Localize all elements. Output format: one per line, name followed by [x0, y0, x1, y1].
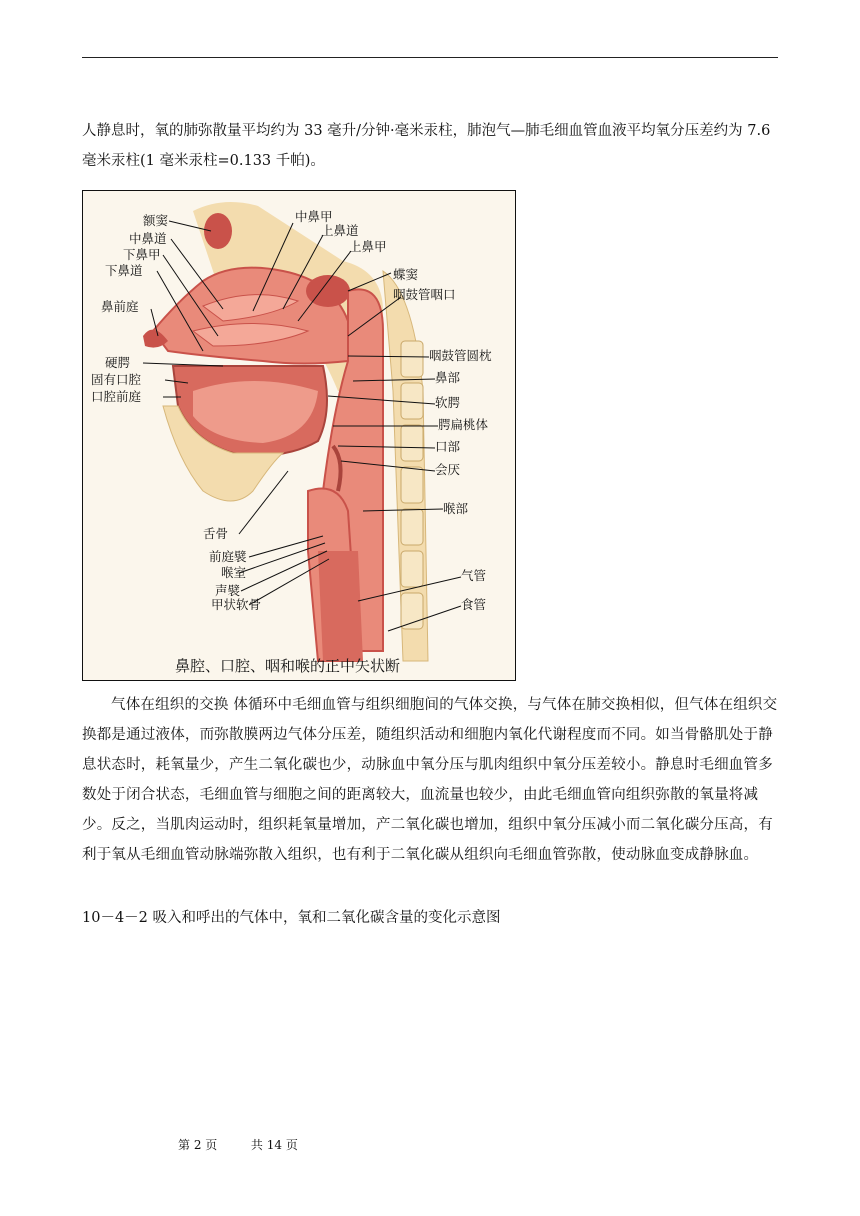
label-laryngopharynx: 喉部 — [443, 501, 469, 516]
label-nasopharynx: 鼻部 — [435, 370, 461, 385]
anatomy-figure — [82, 190, 516, 681]
label-superior-concha: 上鼻甲 — [349, 239, 387, 254]
label-superior-meatus: 上鼻道 — [321, 223, 359, 238]
paragraph-diffusion: 人静息时，氧的肺弥散量平均约为 33 毫升/分钟·毫米汞柱，肺泡气—肺毛细血管血液平均氧分压差约为 7.6 毫米汞柱(1 毫米汞柱=0.133 千帕)。 — [82, 123, 771, 169]
page-total: 共 14 页 — [250, 1138, 298, 1152]
label-nasal-vestibule: 鼻前庭 — [101, 299, 139, 314]
label-inferior-meatus: 下鼻道 — [105, 263, 143, 278]
label-hyoid: 舌骨 — [203, 526, 229, 541]
label-frontal-sinus: 额窦 — [143, 213, 169, 228]
label-laryngeal-ventricle: 喉室 — [221, 565, 247, 580]
label-thyroid-cartilage: 甲状软骨 — [211, 597, 262, 612]
header-rule — [82, 57, 778, 58]
label-hard-palate: 硬腭 — [105, 355, 131, 370]
label-vestibular-fold: 前庭襞 — [209, 549, 247, 564]
label-middle-concha: 中鼻甲 — [295, 209, 333, 224]
page-number: 第 2 页 — [178, 1138, 218, 1152]
label-inferior-concha: 下鼻甲 — [123, 247, 161, 262]
label-vocal-fold: 声襞 — [215, 583, 241, 598]
label-torus-tubarius: 咽鼓管圆枕 — [429, 348, 492, 363]
label-oral-vestibule: 口腔前庭 — [91, 389, 142, 404]
label-oral-cavity-proper: 固有口腔 — [91, 372, 142, 387]
label-sphenoid-sinus: 蝶窦 — [393, 267, 419, 282]
label-palatine-tonsil: 腭扁桃体 — [438, 417, 489, 432]
page-footer — [178, 1136, 298, 1153]
label-middle-meatus: 中鼻道 — [129, 231, 167, 246]
label-trachea: 气管 — [461, 568, 487, 583]
label-soft-palate: 软腭 — [435, 395, 461, 410]
figure-caption: 10－4－2 吸入和呼出的气体中，氧和二氧化碳含量的变化示意图 — [82, 910, 501, 926]
paragraph-tissue-exchange: 气体在组织的交换 体循环中毛细血管与组织细胞间的气体交换，与气体在肺交换相似，但气体在组织交换都是通过液体，而弥散膜两边气体分压差，随组织活动和细胞内氧化代谢程度而不同。如当骨骼肌处于静息状态时，耗氧量少，产生二氧化碳也少，动脉血中氧分压与肌肉组织中氧分压差较小。静息时毛细血管多数处于闭合状态，毛细血管与细胞之间的距离较大，血流量也较少，由此毛细血管向组织弥散的氧量将减少。反之，当肌肉运动时，组织耗氧量增加，产二氧化碳也增加，组织中氧分压减小而二氧化碳分压高，有利于氧从毛细血管动脉端弥散入组织，也有利于二氧化碳从组织向毛细血管弥散，使动脉血变成静脉血。 — [82, 697, 778, 863]
figure-title: 鼻腔、口腔、咽和喉的正中矢状断 — [175, 657, 401, 675]
anatomy-illustration — [83, 191, 515, 680]
label-oropharynx: 口部 — [435, 439, 461, 454]
label-esophagus: 食管 — [461, 597, 487, 612]
label-pharyngeal-opening: 咽鼓管咽口 — [393, 287, 456, 302]
label-epiglottis: 会厌 — [435, 462, 461, 477]
